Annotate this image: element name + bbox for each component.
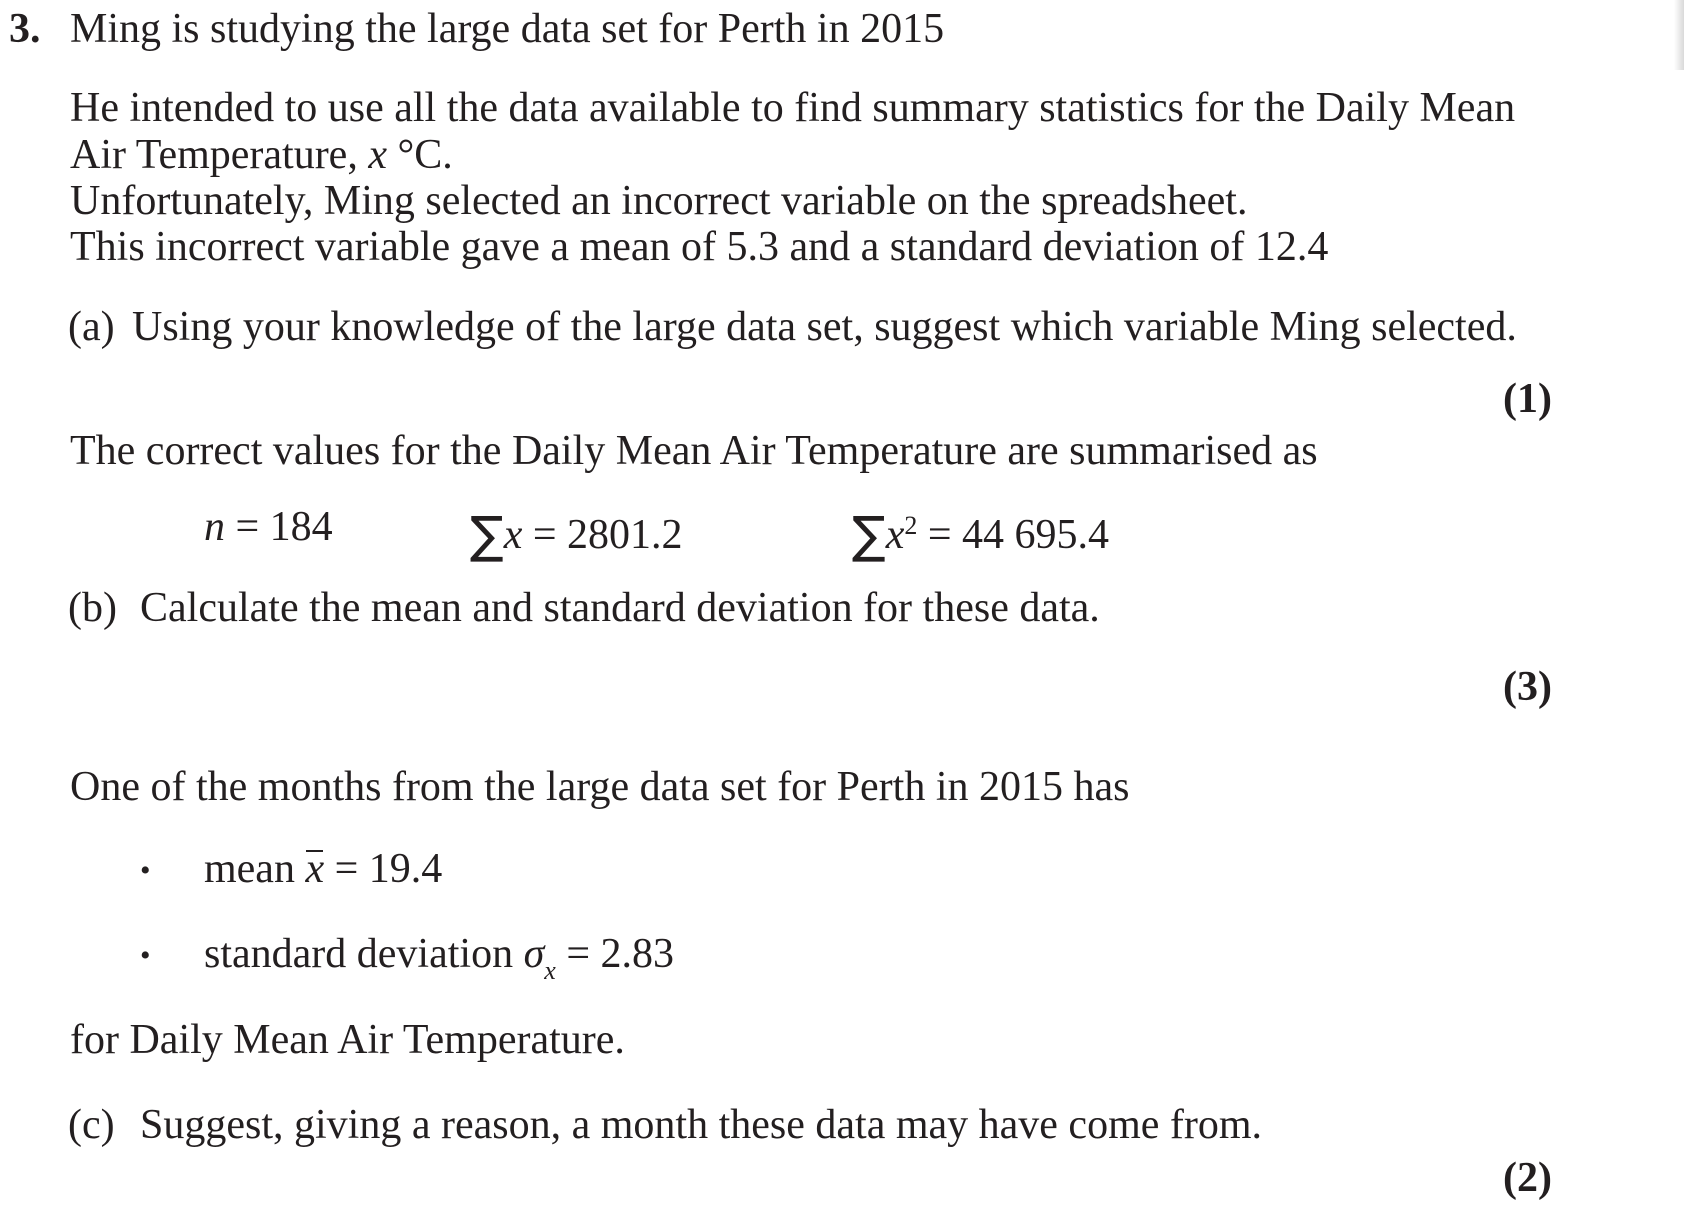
question-title: Ming is studying the large data set for Perth in 2015 <box>70 6 945 52</box>
part-c-marks: (2) <box>1503 1155 1552 1201</box>
page-edge-shadow <box>1674 0 1684 70</box>
summary-sum-x: ∑x = 2801.2 <box>470 506 683 564</box>
part-a-marks: (1) <box>1503 376 1552 422</box>
part-b-marks: (3) <box>1503 664 1552 710</box>
summary-sum-x-squared: $\sum x^2 = 44$ 695.4 <box>852 506 1110 564</box>
intro-line-1: He intended to use all the data available to find summary statistics for the Daily Mean <box>70 85 1516 131</box>
unit-celsius: °C. <box>397 132 453 178</box>
bullet-icon: • <box>140 854 151 887</box>
summary-n: n = 184 <box>204 504 333 550</box>
sigma-icon: ∑ <box>470 506 504 564</box>
intro-line-3: Unfortunately, Ming selected an incorrect variable on the spreadsheet. <box>70 178 1248 224</box>
summary-intro: The correct values for the Daily Mean Air Temperature are summarised as <box>70 428 1318 474</box>
bullet-icon: • <box>140 939 151 972</box>
part-b-label: (b) <box>68 585 117 631</box>
month-outro: for Daily Mean Air Temperature. <box>70 1017 625 1063</box>
bullet-mean: mean x = 19.4 <box>204 846 443 892</box>
question-number: 3. <box>9 6 41 52</box>
month-intro: One of the months from the large data set for Perth in 2015 has <box>70 764 1130 810</box>
x-bar-symbol: x <box>305 846 325 892</box>
sigma-symbol: σ <box>523 931 545 977</box>
part-b-text: Calculate the mean and standard deviation for these data. <box>140 585 1100 631</box>
sigma-icon: ∑ <box>852 506 886 564</box>
part-a-label: (a) <box>68 304 115 350</box>
part-c-text: Suggest, giving a reason, a month these data may have come from. <box>140 1102 1263 1148</box>
bullet-standard-deviation: standard deviation $\sigma_x = 2.83$ <box>204 931 675 985</box>
variable-x: x <box>368 132 387 178</box>
part-c-label: (c) <box>68 1102 115 1148</box>
intro-line-2: Air Temperature, x °C. <box>70 132 453 178</box>
part-a-text: Using your knowledge of the large data set, suggest which variable Ming selected. <box>132 304 1517 350</box>
intro-line-4: This incorrect variable gave a mean of 5.3 and a standard deviation of 12.4 <box>70 224 1329 270</box>
